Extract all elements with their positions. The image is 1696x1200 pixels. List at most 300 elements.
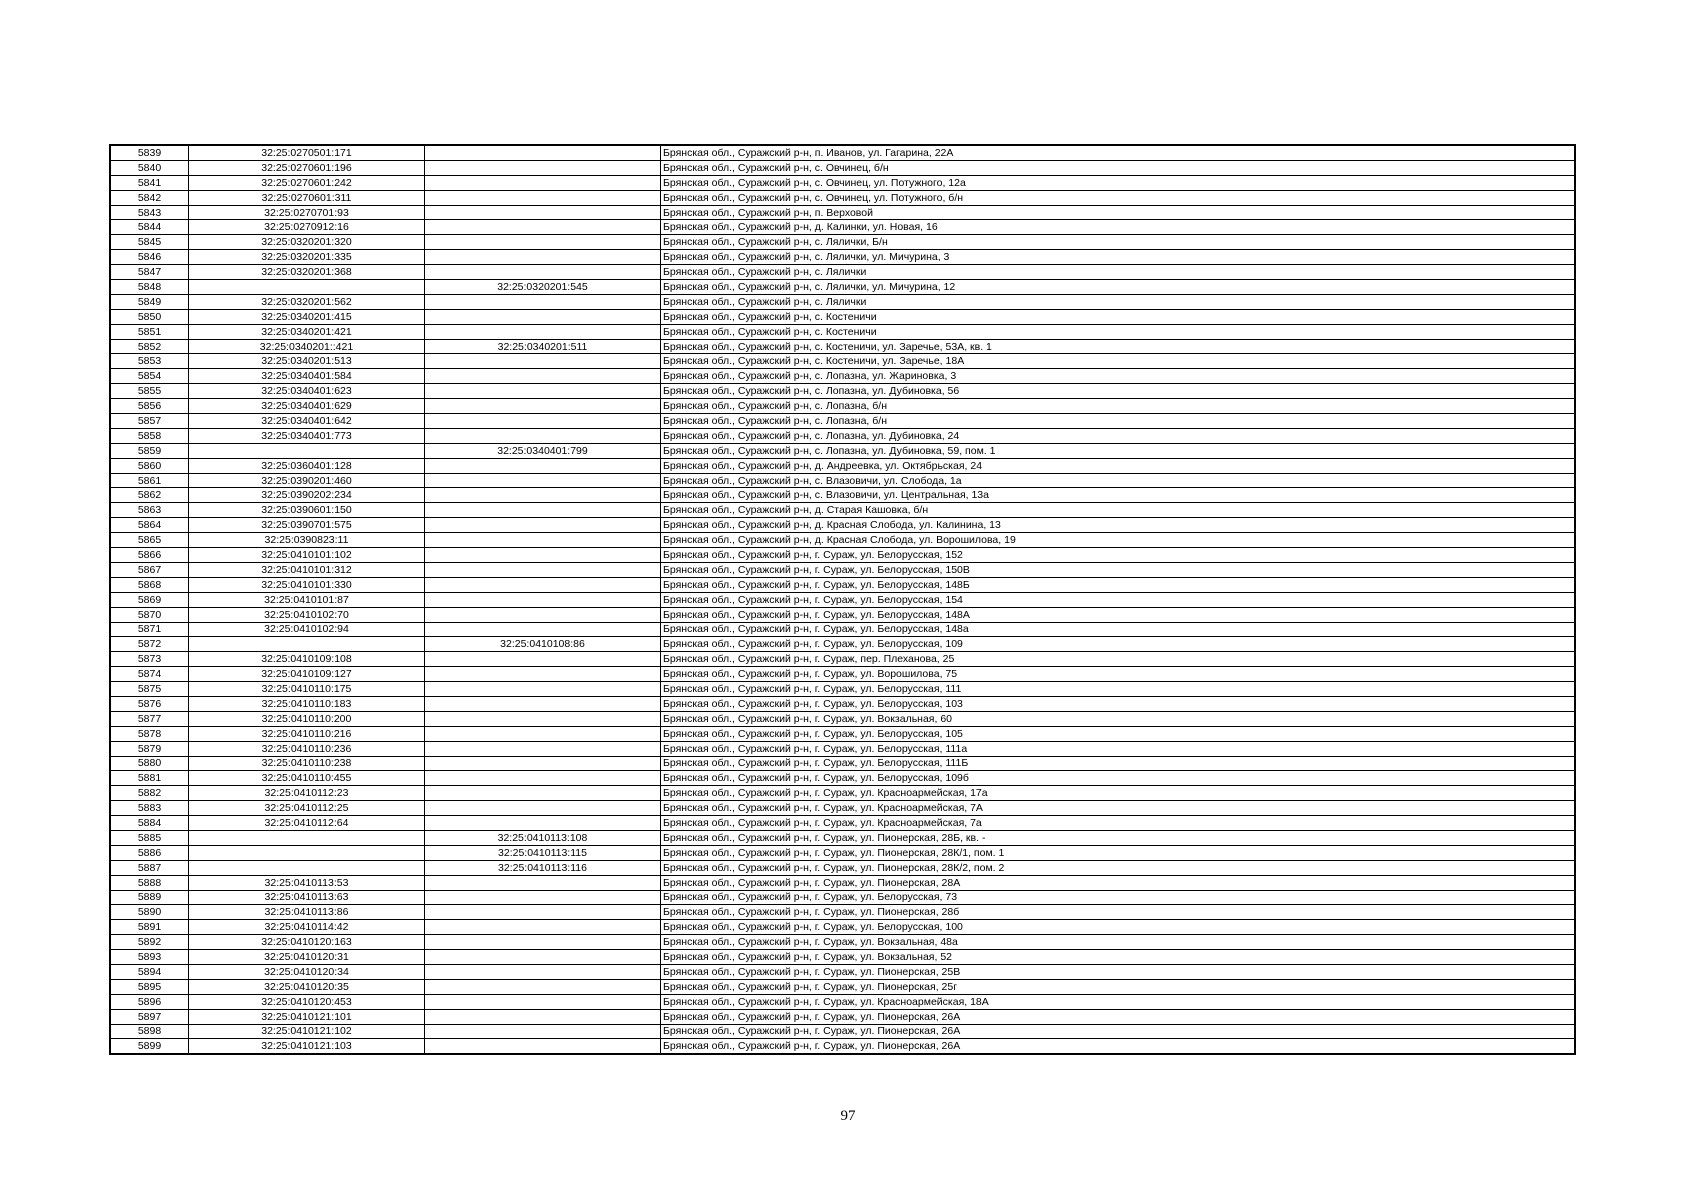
row-number-cell: 5878 xyxy=(110,726,189,741)
address-cell: Брянская обл., Суражский р-н, г. Сураж, ул. Белорусская, 111 xyxy=(661,682,1576,697)
address-cell: Брянская обл., Суражский р-н, г. Сураж, ул. Пионерская, 28Б, кв. - xyxy=(661,830,1576,845)
row-number-cell: 5876 xyxy=(110,696,189,711)
linked-cadastral-number-cell xyxy=(425,175,661,190)
cadastral-number-cell: 32:25:0390701:575 xyxy=(189,518,425,533)
linked-cadastral-number-cell xyxy=(425,682,661,697)
table-row xyxy=(110,369,1575,384)
linked-cadastral-number-cell xyxy=(425,771,661,786)
row-number-cell: 5848 xyxy=(110,280,189,295)
table-row xyxy=(110,548,1575,563)
row-number-cell: 5845 xyxy=(110,235,189,250)
table-row xyxy=(110,354,1575,369)
row-number-cell: 5859 xyxy=(110,443,189,458)
linked-cadastral-number-cell: 32:25:0410113:115 xyxy=(425,845,661,860)
row-number-cell: 5875 xyxy=(110,682,189,697)
table-body xyxy=(110,145,1575,1054)
table-row xyxy=(110,518,1575,533)
row-number-cell: 5896 xyxy=(110,994,189,1009)
address-cell: Брянская обл., Суражский р-н, г. Сураж, ул. Пионерская, 26А xyxy=(661,1039,1576,1054)
row-number-cell: 5867 xyxy=(110,562,189,577)
cadastral-number-cell: 32:25:0410120:31 xyxy=(189,950,425,965)
table-row xyxy=(110,399,1575,414)
linked-cadastral-number-cell xyxy=(425,607,661,622)
address-cell: Брянская обл., Суражский р-н, с. Костеничи, ул. Заречье, 53А, кв. 1 xyxy=(661,339,1576,354)
table-row xyxy=(110,414,1575,429)
table-row xyxy=(110,190,1575,205)
row-number-cell: 5870 xyxy=(110,607,189,622)
table-row xyxy=(110,801,1575,816)
cadastral-number-cell: 32:25:0410121:101 xyxy=(189,1009,425,1024)
row-number-cell: 5865 xyxy=(110,533,189,548)
linked-cadastral-number-cell xyxy=(425,428,661,443)
table-row xyxy=(110,235,1575,250)
linked-cadastral-number-cell xyxy=(425,920,661,935)
row-number-cell: 5862 xyxy=(110,488,189,503)
linked-cadastral-number-cell: 32:25:0340201:511 xyxy=(425,339,661,354)
address-cell: Брянская обл., Суражский р-н, г. Сураж, ул. Красноармейская, 7а xyxy=(661,816,1576,831)
cadastral-number-cell xyxy=(189,443,425,458)
address-cell: Брянская обл., Суражский р-н, г. Сураж, ул. Красноармейская, 7А xyxy=(661,801,1576,816)
linked-cadastral-number-cell xyxy=(425,205,661,220)
row-number-cell: 5885 xyxy=(110,830,189,845)
address-cell: Брянская обл., Суражский р-н, г. Сураж, ул. Белорусская, 109 xyxy=(661,637,1576,652)
address-cell: Брянская обл., Суражский р-н, с. Костеничи, ул. Заречье, 18А xyxy=(661,354,1576,369)
linked-cadastral-number-cell xyxy=(425,354,661,369)
table-row xyxy=(110,830,1575,845)
linked-cadastral-number-cell xyxy=(425,652,661,667)
row-number-cell: 5860 xyxy=(110,458,189,473)
linked-cadastral-number-cell xyxy=(425,577,661,592)
linked-cadastral-number-cell xyxy=(425,399,661,414)
cadastral-number-cell: 32:25:0410120:34 xyxy=(189,964,425,979)
table-row xyxy=(110,428,1575,443)
linked-cadastral-number-cell xyxy=(425,592,661,607)
address-cell: Брянская обл., Суражский р-н, с. Костеничи xyxy=(661,309,1576,324)
cadastral-number-cell: 32:25:0270601:311 xyxy=(189,190,425,205)
cadastral-number-cell: 32:25:0410110:183 xyxy=(189,696,425,711)
cadastral-number-cell: 32:25:0270601:242 xyxy=(189,175,425,190)
cadastral-number-cell: 32:25:0390202:234 xyxy=(189,488,425,503)
table-row xyxy=(110,607,1575,622)
address-cell: Брянская обл., Суражский р-н, г. Сураж, пер. Плеханова, 25 xyxy=(661,652,1576,667)
address-cell: Брянская обл., Суражский р-н, г. Сураж, ул. Вокзальная, 52 xyxy=(661,950,1576,965)
address-cell: Брянская обл., Суражский р-н, д. Старая Кашовка, б/н xyxy=(661,503,1576,518)
row-number-cell: 5851 xyxy=(110,324,189,339)
table-row xyxy=(110,890,1575,905)
linked-cadastral-number-cell xyxy=(425,950,661,965)
cadastral-number-cell: 32:25:0340201:513 xyxy=(189,354,425,369)
address-cell: Брянская обл., Суражский р-н, г. Сураж, ул. Пионерская, 28К/2, пом. 2 xyxy=(661,860,1576,875)
address-cell: Брянская обл., Суражский р-н, г. Сураж, ул. Пионерская, 26А xyxy=(661,1024,1576,1039)
table-row xyxy=(110,324,1575,339)
table-row xyxy=(110,220,1575,235)
cadastral-number-cell: 32:25:0410102:94 xyxy=(189,622,425,637)
cadastral-number-cell: 32:25:0410109:108 xyxy=(189,652,425,667)
cadastral-number-cell: 32:25:0340401:584 xyxy=(189,369,425,384)
row-number-cell: 5881 xyxy=(110,771,189,786)
table-row xyxy=(110,622,1575,637)
cadastral-number-cell: 32:25:0410110:236 xyxy=(189,741,425,756)
linked-cadastral-number-cell xyxy=(425,294,661,309)
row-number-cell: 5846 xyxy=(110,250,189,265)
cadastral-number-cell: 32:25:0410110:455 xyxy=(189,771,425,786)
linked-cadastral-number-cell xyxy=(425,816,661,831)
linked-cadastral-number-cell xyxy=(425,503,661,518)
row-number-cell: 5866 xyxy=(110,548,189,563)
row-number-cell: 5880 xyxy=(110,756,189,771)
table-row xyxy=(110,1009,1575,1024)
cadastral-number-cell: 32:25:0410110:175 xyxy=(189,682,425,697)
address-cell: Брянская обл., Суражский р-н, с. Лялички, Б/н xyxy=(661,235,1576,250)
address-cell: Брянская обл., Суражский р-н, с. Лопазна, ул. Жариновка, 3 xyxy=(661,369,1576,384)
row-number-cell: 5868 xyxy=(110,577,189,592)
linked-cadastral-number-cell: 32:25:0410108:86 xyxy=(425,637,661,652)
table-row xyxy=(110,503,1575,518)
row-number-cell: 5877 xyxy=(110,711,189,726)
table-row xyxy=(110,265,1575,280)
row-number-cell: 5895 xyxy=(110,979,189,994)
linked-cadastral-number-cell xyxy=(425,488,661,503)
linked-cadastral-number-cell xyxy=(425,890,661,905)
table-row xyxy=(110,816,1575,831)
cadastral-number-cell: 32:25:0320201:562 xyxy=(189,294,425,309)
row-number-cell: 5861 xyxy=(110,473,189,488)
cadastral-number-cell: 32:25:0340201:415 xyxy=(189,309,425,324)
row-number-cell: 5873 xyxy=(110,652,189,667)
row-number-cell: 5844 xyxy=(110,220,189,235)
cadastral-number-cell: 32:25:0410110:216 xyxy=(189,726,425,741)
address-cell: Брянская обл., Суражский р-н, г. Сураж, ул. Белорусская, 154 xyxy=(661,592,1576,607)
table-row xyxy=(110,160,1575,175)
cadastral-number-cell: 32:25:0410102:70 xyxy=(189,607,425,622)
address-cell: Брянская обл., Суражский р-н, с. Лопазна, б/н xyxy=(661,399,1576,414)
address-cell: Брянская обл., Суражский р-н, г. Сураж, ул. Белорусская, 148А xyxy=(661,607,1576,622)
cadastral-number-cell: 32:25:0340201:421 xyxy=(189,324,425,339)
linked-cadastral-number-cell xyxy=(425,964,661,979)
address-cell: Брянская обл., Суражский р-н, г. Сураж, ул. Красноармейская, 18А xyxy=(661,994,1576,1009)
cadastral-number-cell: 32:25:0410101:312 xyxy=(189,562,425,577)
row-number-cell: 5850 xyxy=(110,309,189,324)
address-cell: Брянская обл., Суражский р-н, с. Лопазна, б/н xyxy=(661,414,1576,429)
linked-cadastral-number-cell xyxy=(425,473,661,488)
linked-cadastral-number-cell xyxy=(425,220,661,235)
cadastral-number-cell: 32:25:0410120:163 xyxy=(189,935,425,950)
row-number-cell: 5871 xyxy=(110,622,189,637)
cadastral-number-cell: 32:25:0360401:128 xyxy=(189,458,425,473)
linked-cadastral-number-cell xyxy=(425,145,661,160)
address-cell: Брянская обл., Суражский р-н, д. Андреевка, ул. Октябрьская, 24 xyxy=(661,458,1576,473)
row-number-cell: 5884 xyxy=(110,816,189,831)
row-number-cell: 5842 xyxy=(110,190,189,205)
linked-cadastral-number-cell: 32:25:0410113:116 xyxy=(425,860,661,875)
address-cell: Брянская обл., Суражский р-н, г. Сураж, ул. Пионерская, 26А xyxy=(661,1009,1576,1024)
row-number-cell: 5897 xyxy=(110,1009,189,1024)
row-number-cell: 5856 xyxy=(110,399,189,414)
cadastral-number-cell: 32:25:0410101:330 xyxy=(189,577,425,592)
address-cell: Брянская обл., Суражский р-н, с. Лопазна, ул. Дубиновка, 24 xyxy=(661,428,1576,443)
row-number-cell: 5864 xyxy=(110,518,189,533)
table-row xyxy=(110,652,1575,667)
cadastral-number-cell: 32:25:0340401:623 xyxy=(189,384,425,399)
row-number-cell: 5879 xyxy=(110,741,189,756)
table-row xyxy=(110,145,1575,160)
property-table xyxy=(109,144,1576,1055)
linked-cadastral-number-cell xyxy=(425,518,661,533)
linked-cadastral-number-cell xyxy=(425,235,661,250)
linked-cadastral-number-cell xyxy=(425,696,661,711)
cadastral-number-cell: 32:25:0410110:200 xyxy=(189,711,425,726)
row-number-cell: 5849 xyxy=(110,294,189,309)
linked-cadastral-number-cell xyxy=(425,1009,661,1024)
cadastral-number-cell: 32:25:0270501:171 xyxy=(189,145,425,160)
address-cell: Брянская обл., Суражский р-н, г. Сураж, ул. Белорусская, 73 xyxy=(661,890,1576,905)
linked-cadastral-number-cell xyxy=(425,622,661,637)
address-cell: Брянская обл., Суражский р-н, г. Сураж, ул. Белорусская, 148Б xyxy=(661,577,1576,592)
row-number-cell: 5847 xyxy=(110,265,189,280)
table-row xyxy=(110,860,1575,875)
cadastral-number-cell: 32:25:0390823:11 xyxy=(189,533,425,548)
linked-cadastral-number-cell xyxy=(425,801,661,816)
row-number-cell: 5840 xyxy=(110,160,189,175)
address-cell: Брянская обл., Суражский р-н, п. Верховой xyxy=(661,205,1576,220)
address-cell: Брянская обл., Суражский р-н, с. Овчинец, б/н xyxy=(661,160,1576,175)
cadastral-number-cell: 32:25:0410101:87 xyxy=(189,592,425,607)
table-row xyxy=(110,592,1575,607)
cadastral-number-cell: 32:25:0410112:23 xyxy=(189,786,425,801)
table-row xyxy=(110,875,1575,890)
cadastral-number-cell xyxy=(189,637,425,652)
address-cell: Брянская обл., Суражский р-н, с. Лялички, ул. Мичурина, 3 xyxy=(661,250,1576,265)
linked-cadastral-number-cell xyxy=(425,265,661,280)
address-cell: Брянская обл., Суражский р-н, с. Лялички, ул. Мичурина, 12 xyxy=(661,280,1576,295)
linked-cadastral-number-cell xyxy=(425,1039,661,1054)
table-row xyxy=(110,205,1575,220)
table-row xyxy=(110,741,1575,756)
table-row xyxy=(110,473,1575,488)
table-row xyxy=(110,1039,1575,1054)
cadastral-number-cell: 32:25:0270701:93 xyxy=(189,205,425,220)
table-row xyxy=(110,845,1575,860)
table-row xyxy=(110,294,1575,309)
linked-cadastral-number-cell xyxy=(425,324,661,339)
address-cell: Брянская обл., Суражский р-н, г. Сураж, ул. Вокзальная, 48а xyxy=(661,935,1576,950)
cadastral-number-cell: 32:25:0410110:238 xyxy=(189,756,425,771)
row-number-cell: 5839 xyxy=(110,145,189,160)
address-cell: Брянская обл., Суражский р-н, г. Сураж, ул. Пионерская, 28А xyxy=(661,875,1576,890)
table-row xyxy=(110,682,1575,697)
row-number-cell: 5858 xyxy=(110,428,189,443)
cadastral-number-cell: 32:25:0410113:63 xyxy=(189,890,425,905)
cadastral-number-cell: 32:25:0410120:453 xyxy=(189,994,425,1009)
linked-cadastral-number-cell xyxy=(425,994,661,1009)
linked-cadastral-number-cell xyxy=(425,786,661,801)
table-row xyxy=(110,384,1575,399)
table-row xyxy=(110,1024,1575,1039)
address-cell: Брянская обл., Суражский р-н, г. Сураж, ул. Пионерская, 25В xyxy=(661,964,1576,979)
table-row xyxy=(110,577,1575,592)
linked-cadastral-number-cell xyxy=(425,756,661,771)
address-cell: Брянская обл., Суражский р-н, г. Сураж, ул. Белорусская, 100 xyxy=(661,920,1576,935)
linked-cadastral-number-cell xyxy=(425,667,661,682)
linked-cadastral-number-cell xyxy=(425,1024,661,1039)
row-number-cell: 5890 xyxy=(110,905,189,920)
cadastral-number-cell: 32:25:0340401:773 xyxy=(189,428,425,443)
address-cell: Брянская обл., Суражский р-н, с. Лопазна, ул. Дубиновка, 56 xyxy=(661,384,1576,399)
cadastral-number-cell: 32:25:0410112:25 xyxy=(189,801,425,816)
linked-cadastral-number-cell xyxy=(425,414,661,429)
address-cell: Брянская обл., Суражский р-н, г. Сураж, ул. Ворошилова, 75 xyxy=(661,667,1576,682)
row-number-cell: 5889 xyxy=(110,890,189,905)
table-row xyxy=(110,771,1575,786)
address-cell: Брянская обл., Суражский р-н, с. Овчинец, ул. Потужного, 12а xyxy=(661,175,1576,190)
linked-cadastral-number-cell: 32:25:0320201:545 xyxy=(425,280,661,295)
cadastral-number-cell: 32:25:0340401:642 xyxy=(189,414,425,429)
row-number-cell: 5854 xyxy=(110,369,189,384)
address-cell: Брянская обл., Суражский р-н, с. Влазовичи, ул. Центральная, 13а xyxy=(661,488,1576,503)
address-cell: Брянская обл., Суражский р-н, г. Сураж, ул. Пионерская, 28б xyxy=(661,905,1576,920)
linked-cadastral-number-cell xyxy=(425,741,661,756)
cadastral-number-cell: 32:25:0410112:64 xyxy=(189,816,425,831)
address-cell: Брянская обл., Суражский р-н, с. Овчинец, ул. Потужного, б/н xyxy=(661,190,1576,205)
address-cell: Брянская обл., Суражский р-н, с. Лопазна, ул. Дубиновка, 59, пом. 1 xyxy=(661,443,1576,458)
row-number-cell: 5888 xyxy=(110,875,189,890)
table-row xyxy=(110,637,1575,652)
cadastral-number-cell: 32:25:0320201:368 xyxy=(189,265,425,280)
row-number-cell: 5893 xyxy=(110,950,189,965)
row-number-cell: 5841 xyxy=(110,175,189,190)
cadastral-number-cell xyxy=(189,280,425,295)
table-row xyxy=(110,443,1575,458)
row-number-cell: 5892 xyxy=(110,935,189,950)
address-cell: Брянская обл., Суражский р-н, г. Сураж, ул. Белорусская, 105 xyxy=(661,726,1576,741)
table-row xyxy=(110,756,1575,771)
row-number-cell: 5882 xyxy=(110,786,189,801)
row-number-cell: 5843 xyxy=(110,205,189,220)
linked-cadastral-number-cell xyxy=(425,562,661,577)
linked-cadastral-number-cell xyxy=(425,935,661,950)
table-row xyxy=(110,979,1575,994)
row-number-cell: 5894 xyxy=(110,964,189,979)
table-row xyxy=(110,533,1575,548)
linked-cadastral-number-cell xyxy=(425,726,661,741)
table-row xyxy=(110,667,1575,682)
table-row xyxy=(110,562,1575,577)
table-row xyxy=(110,458,1575,473)
table-row xyxy=(110,994,1575,1009)
linked-cadastral-number-cell xyxy=(425,711,661,726)
row-number-cell: 5863 xyxy=(110,503,189,518)
row-number-cell: 5891 xyxy=(110,920,189,935)
cadastral-number-cell: 32:25:0410114:42 xyxy=(189,920,425,935)
table-row xyxy=(110,950,1575,965)
table-row xyxy=(110,696,1575,711)
address-cell: Брянская обл., Суражский р-н, г. Сураж, ул. Белорусская, 109б xyxy=(661,771,1576,786)
cadastral-number-cell: 32:25:0410109:127 xyxy=(189,667,425,682)
address-cell: Брянская обл., Суражский р-н, г. Сураж, ул. Пионерская, 28К/1, пом. 1 xyxy=(661,845,1576,860)
cadastral-number-cell: 32:25:0410121:102 xyxy=(189,1024,425,1039)
table-row xyxy=(110,964,1575,979)
cadastral-number-cell: 32:25:0340401:629 xyxy=(189,399,425,414)
address-cell: Брянская обл., Суражский р-н, г. Сураж, ул. Пионерская, 25г xyxy=(661,979,1576,994)
address-cell: Брянская обл., Суражский р-н, г. Сураж, ул. Белорусская, 111а xyxy=(661,741,1576,756)
address-cell: Брянская обл., Суражский р-н, г. Сураж, ул. Белорусская, 111Б xyxy=(661,756,1576,771)
page-number: 97 xyxy=(840,1108,856,1124)
cadastral-number-cell: 32:25:0410120:35 xyxy=(189,979,425,994)
address-cell: Брянская обл., Суражский р-н, г. Сураж, ул. Белорусская, 150В xyxy=(661,562,1576,577)
linked-cadastral-number-cell: 32:25:0340401:799 xyxy=(425,443,661,458)
cadastral-number-cell: 32:25:0410113:53 xyxy=(189,875,425,890)
cadastral-number-cell: 32:25:0410113:86 xyxy=(189,905,425,920)
address-cell: Брянская обл., Суражский р-н, д. Красная Слобода, ул. Калинина, 13 xyxy=(661,518,1576,533)
address-cell: Брянская обл., Суражский р-н, г. Сураж, ул. Белорусская, 103 xyxy=(661,696,1576,711)
table-row xyxy=(110,488,1575,503)
table-row xyxy=(110,905,1575,920)
cadastral-number-cell: 32:25:0270912:16 xyxy=(189,220,425,235)
row-number-cell: 5886 xyxy=(110,845,189,860)
linked-cadastral-number-cell xyxy=(425,548,661,563)
table-row xyxy=(110,920,1575,935)
row-number-cell: 5898 xyxy=(110,1024,189,1039)
address-cell: Брянская обл., Суражский р-н, с. Лялички xyxy=(661,294,1576,309)
address-cell: Брянская обл., Суражский р-н, п. Иванов, ул. Гагарина, 22А xyxy=(661,145,1576,160)
row-number-cell: 5887 xyxy=(110,860,189,875)
cadastral-number-cell: 32:25:0320201:335 xyxy=(189,250,425,265)
row-number-cell: 5852 xyxy=(110,339,189,354)
address-cell: Брянская обл., Суражский р-н, г. Сураж, ул. Вокзальная, 60 xyxy=(661,711,1576,726)
cadastral-number-cell: 32:25:0410101:102 xyxy=(189,548,425,563)
address-cell: Брянская обл., Суражский р-н, д. Красная Слобода, ул. Ворошилова, 19 xyxy=(661,533,1576,548)
address-cell: Брянская обл., Суражский р-н, д. Калинки, ул. Новая, 16 xyxy=(661,220,1576,235)
linked-cadastral-number-cell xyxy=(425,160,661,175)
table-row xyxy=(110,339,1575,354)
cadastral-number-cell: 32:25:0410121:103 xyxy=(189,1039,425,1054)
table-row xyxy=(110,935,1575,950)
cadastral-number-cell: 32:25:0340201::421 xyxy=(189,339,425,354)
linked-cadastral-number-cell xyxy=(425,905,661,920)
row-number-cell: 5857 xyxy=(110,414,189,429)
table-row xyxy=(110,786,1575,801)
linked-cadastral-number-cell xyxy=(425,979,661,994)
table-row xyxy=(110,309,1575,324)
linked-cadastral-number-cell xyxy=(425,533,661,548)
cadastral-number-cell xyxy=(189,860,425,875)
table-row xyxy=(110,726,1575,741)
cadastral-number-cell: 32:25:0270601:196 xyxy=(189,160,425,175)
address-cell: Брянская обл., Суражский р-н, с. Влазовичи, ул. Слобода, 1а xyxy=(661,473,1576,488)
linked-cadastral-number-cell xyxy=(425,190,661,205)
address-cell: Брянская обл., Суражский р-н, г. Сураж, ул. Красноармейская, 17а xyxy=(661,786,1576,801)
address-cell: Брянская обл., Суражский р-н, с. Лялички xyxy=(661,265,1576,280)
address-cell: Брянская обл., Суражский р-н, г. Сураж, ул. Белорусская, 148а xyxy=(661,622,1576,637)
cadastral-number-cell: 32:25:0320201:320 xyxy=(189,235,425,250)
row-number-cell: 5853 xyxy=(110,354,189,369)
row-number-cell: 5874 xyxy=(110,667,189,682)
linked-cadastral-number-cell: 32:25:0410113:108 xyxy=(425,830,661,845)
table-row xyxy=(110,280,1575,295)
linked-cadastral-number-cell xyxy=(425,384,661,399)
cadastral-number-cell: 32:25:0390201:460 xyxy=(189,473,425,488)
table-row xyxy=(110,711,1575,726)
row-number-cell: 5883 xyxy=(110,801,189,816)
address-cell: Брянская обл., Суражский р-н, с. Костеничи xyxy=(661,324,1576,339)
cadastral-number-cell xyxy=(189,830,425,845)
row-number-cell: 5869 xyxy=(110,592,189,607)
linked-cadastral-number-cell xyxy=(425,250,661,265)
address-cell: Брянская обл., Суражский р-н, г. Сураж, ул. Белорусская, 152 xyxy=(661,548,1576,563)
row-number-cell: 5872 xyxy=(110,637,189,652)
cadastral-number-cell: 32:25:0390601:150 xyxy=(189,503,425,518)
linked-cadastral-number-cell xyxy=(425,369,661,384)
